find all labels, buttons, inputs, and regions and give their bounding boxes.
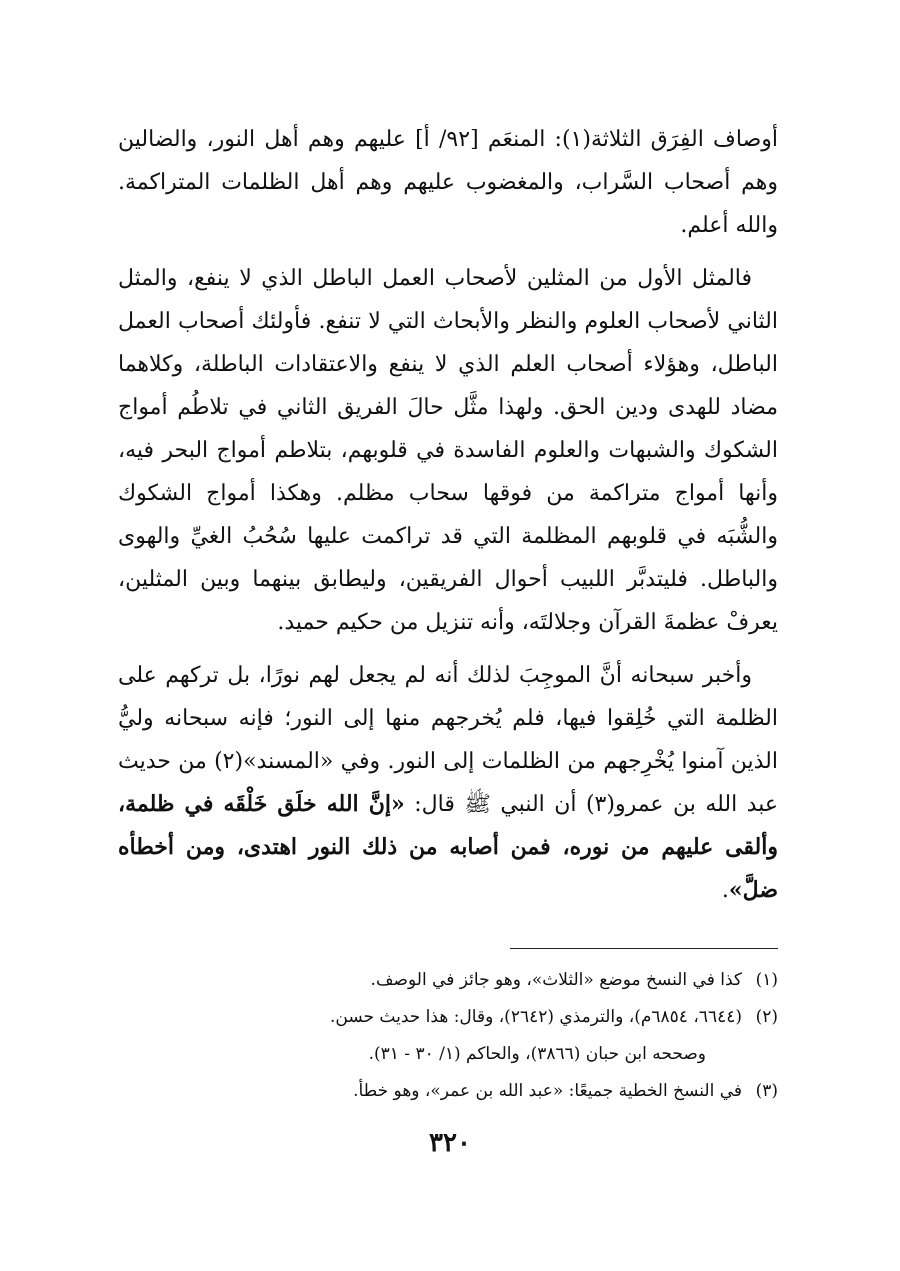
- footnote-number: (١): [755, 970, 778, 990]
- paragraph-1: أوصاف الفِرَق الثلاثة(١): المنعَم [٩٢/ أ] عليهم وهم أهل النور، والضالين وهم أصحاب السَّراب، والمغضوب عليهم وهم أهل الظلمات المتراكمة. والله أعلم.: [118, 127, 778, 238]
- paragraph-3-end: .: [721, 878, 729, 903]
- paragraph-3-text: وأخبر سبحانه أنَّ الموجِبَ لذلك أنه لم يجعل لهم نورًا، بل تركهم على الظلمة التي خُلِقوا فيها، فلم يُخرجهم منها إلى النور؛ فإنه سبحانه وليُّ الذين آمنوا يُخْرِجهم من الظلمات إلى النور. وفي «المسند»(٢) من حديث عبد الله بن عمرو(٣) أن النبي ﷺ قال:: [118, 663, 778, 817]
- footnotes: [118, 962, 778, 1110]
- main-text: [118, 118, 778, 922]
- footnote-1: [118, 962, 778, 999]
- page-number: ٣٢٠: [429, 1128, 471, 1158]
- footnote-number: (٢): [755, 1007, 778, 1027]
- footnote-text: كذا في النسخ موضع «الثلاث»، وهو جائز في الوصف.: [370, 970, 742, 990]
- hadith-quote: «إنَّ الله خلَق خَلْقَه في ظلمة، وألقى عليهم من نوره، فمن أصابه من ذلك النور اهتدى، ومن أخطأه ضلَّ»: [118, 791, 778, 903]
- footnote-2-continuation: [118, 1036, 778, 1073]
- footnote-2: [118, 999, 778, 1036]
- footnote-text: في النسخ الخطية جميعًا: «عبد الله بن عمر»، وهو خطأ.: [353, 1081, 742, 1101]
- footnote-3: [118, 1073, 778, 1110]
- paragraph-2-text: فالمثل الأول من المثلين لأصحاب العمل الباطل الذي لا ينفع، والمثل الثاني لأصحاب العلوم والنظر والأبحاث التي لا تنفع. فأولئك أصحاب العمل الباطل، وهؤلاء أصحاب العلم الذي لا ينفع والاعتقادات الباطلة، وكلاهما مضاد للهدى ودين الحق. ولهذا مثَّل حالَ الفريق الثاني في تلاطُم أمواج الشكوك والشبهات والعلوم الفاسدة في قلوبهم، بتلاطم أمواج البحر فيه، وأنها أمواج متراكمة من فوقها سحاب مظلم. وهكذا أمواج الشكوك والشُّبَه في قلوبهم المظلمة التي قد تراكمت عليها سُحُبُ الغيِّ والهوى والباطل. فليتدبَّر اللبيب أحوال الفريقين، وليطابق بينهما وبين المثلين، يعرفْ عظمةَ القرآن وجلالتَه، وأنه تنزيل من حكيم حميد.: [118, 266, 778, 635]
- footnote-number: (٣): [755, 1081, 778, 1101]
- footnote-text: (٦٦٤٤، ٦٨٥٤م)، والترمذي (٢٦٤٢)، وقال: هذا حديث حسن.: [330, 1007, 742, 1027]
- footnote-divider: [510, 948, 778, 949]
- footnote-text: وصححه ابن حبان (٣٨٦٦)، والحاكم (١/ ٣٠ - ٣١).: [368, 1044, 706, 1064]
- paragraph-2: [118, 257, 778, 644]
- paragraph-3: [118, 654, 778, 912]
